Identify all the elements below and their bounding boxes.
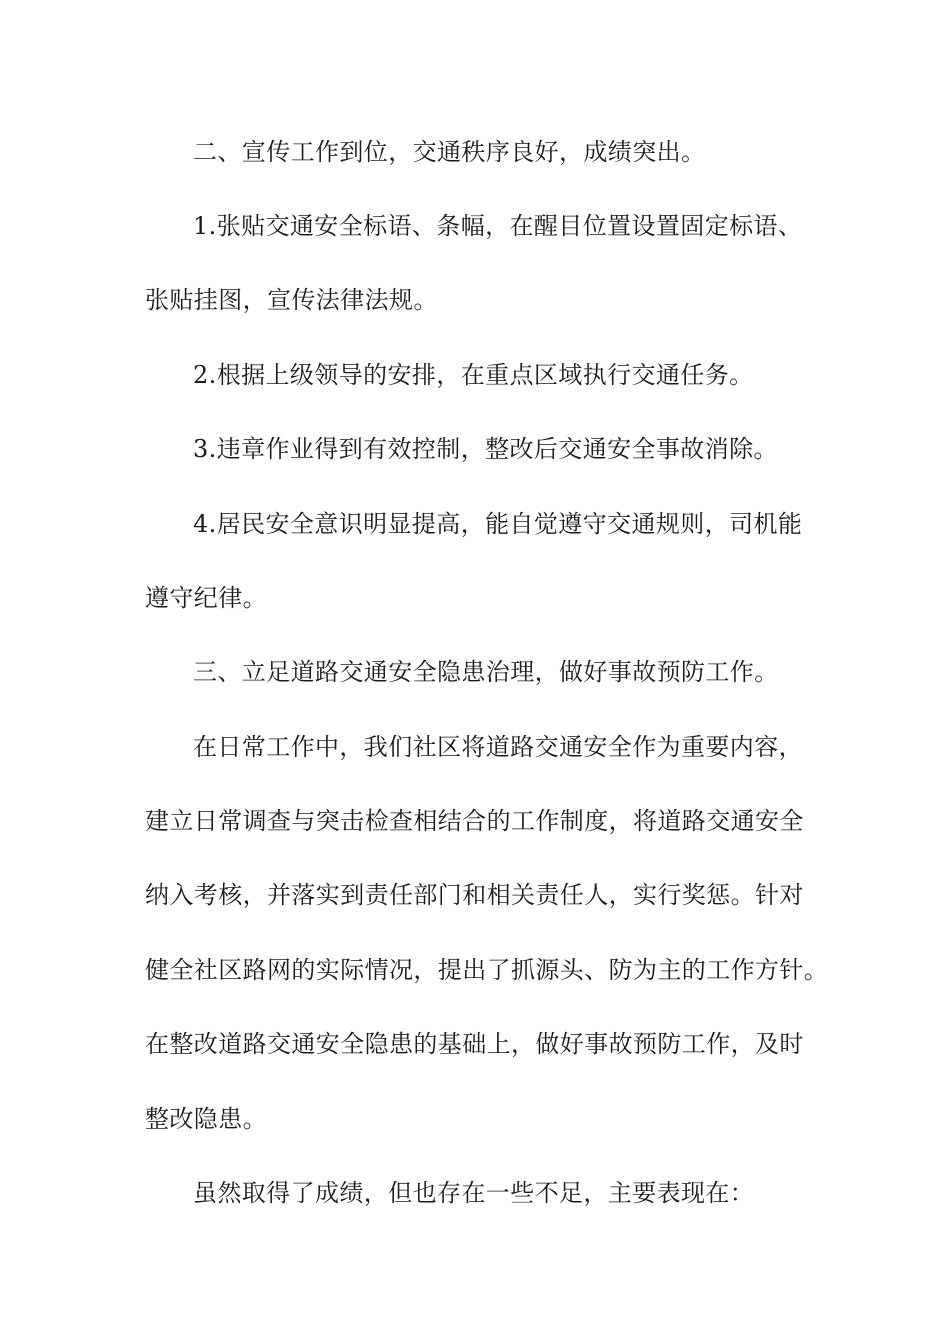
paragraph-line: 健全社区路网的实际情况，提出了抓源头、防为主的工作方针。 [145,956,829,984]
paragraph-line: 建立日常调查与突击检查相结合的工作制度，将道路交通安全 [145,807,804,835]
list-item-4: 4.居民安全意识明显提高，能自觉遵守交通规则，司机能 [193,510,803,538]
paragraph-line: 在整改道路交通安全隐患的基础上，做好事故预防工作，及时 [145,1030,804,1058]
section-heading-3: 三、立足道路交通安全隐患治理，做好事故预防工作。 [193,658,779,686]
list-item-2: 2.根据上级领导的安排，在重点区域执行交通任务。 [193,361,754,389]
section-heading-2: 二、宣传工作到位，交通秩序良好，成绩突出。 [193,138,706,166]
paragraph-line: 整改隐患。 [145,1105,267,1133]
list-item-3: 3.违章作业得到有效控制，整改后交通安全事故消除。 [193,435,778,463]
paragraph-line: 虽然取得了成绩，但也存在一些不足，主要表现在： [193,1179,755,1207]
list-item-1: 1.张贴交通安全标语、条幅，在醒目位置设置固定标语、 [193,212,803,240]
list-item-1-continued: 张贴挂图，宣传法律法规。 [145,286,438,314]
paragraph-line: 纳入考核，并落实到责任部门和相关责任人，实行奖惩。针对 [145,881,804,909]
list-item-4-continued: 遵守纪律。 [145,584,267,612]
paragraph-line: 在日常工作中，我们社区将道路交通安全作为重要内容， [193,733,803,761]
